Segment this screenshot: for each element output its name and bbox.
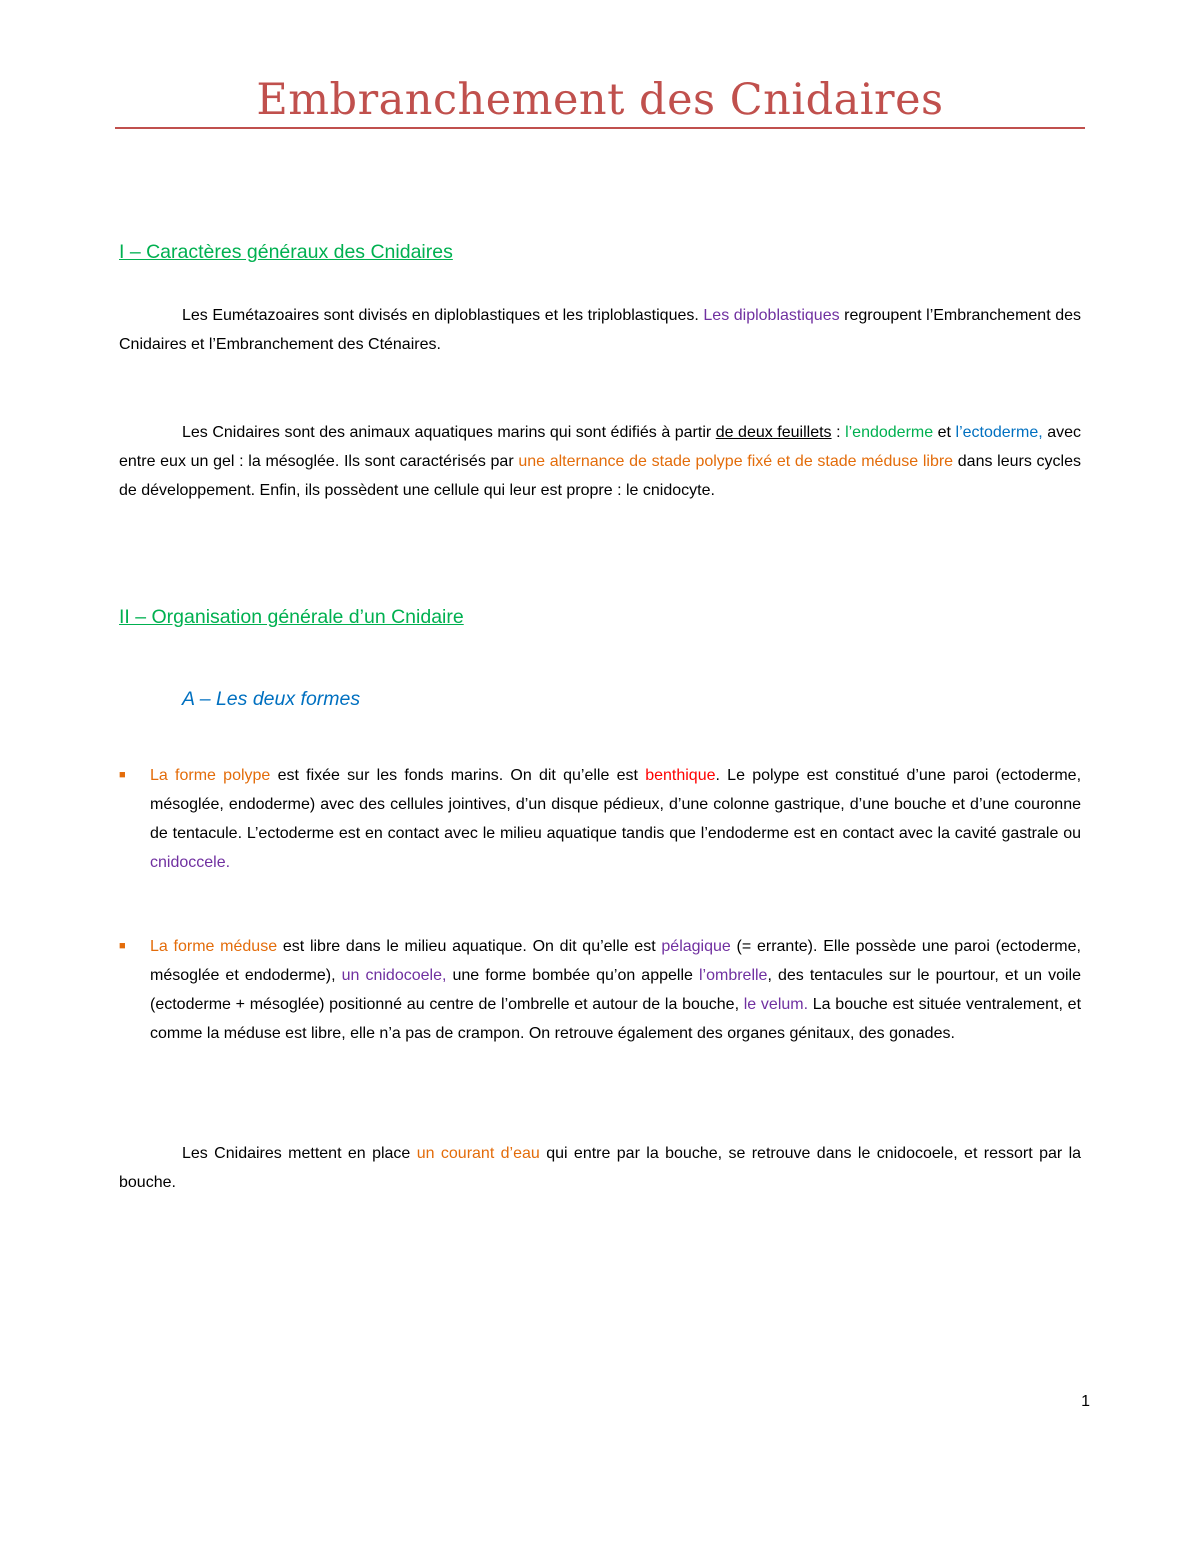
paragraph-text: qui entre par la bouche, se retrouve dans le cnidocoele, et ressort par la bouche. [119, 1145, 1082, 1191]
square-bullet-icon: ■ [119, 940, 126, 952]
paragraph-text: regroupent l’Embranchement des Cnidaires et l’Embranchement des Cténaires. [119, 307, 1081, 353]
subsection-a-heading: A – Les deux formes [182, 688, 361, 710]
bullet-text [150, 932, 1081, 1048]
square-bullet-icon: ■ [119, 769, 126, 781]
title-divider [115, 127, 1085, 129]
document-title: Embranchement des Cnidaires [256, 75, 944, 125]
paragraph-text: dans leurs cycles de développement. Enfin, ils possèdent une cellule qui leur est propre : le cnidocyte. [119, 453, 1081, 499]
term-forme-polype: La forme polype [150, 767, 271, 784]
paragraph-text: Les Cnidaires sont des animaux aquatiques marins qui sont édifiés à partir [182, 424, 716, 441]
paragraph-text: une forme bombée qu’on appelle [446, 967, 699, 984]
paragraph-text: avec entre eux un gel : la mésoglée. Ils sont caractérisés par [119, 424, 1082, 470]
paragraph-text: et [933, 424, 956, 441]
page-number: 1 [1081, 1393, 1090, 1410]
paragraph-text: : [831, 424, 846, 441]
term-diploblastiques: Les diploblastiques [703, 307, 840, 324]
term-deux-feuillets: de deux feuillets [715, 424, 832, 441]
paragraph-cnidaires-definition [119, 418, 1081, 505]
term-cnidocoele: un cnidocoele, [341, 967, 447, 984]
term-ombrelle: l’ombrelle [698, 967, 768, 984]
paragraph-text: La bouche est située ventralement, et comme la méduse est libre, elle n’a pas de crampon. On retrouve également des organes génitaux, des gonades. [150, 996, 1082, 1042]
term-courant-eau: un courant d’eau [416, 1145, 540, 1162]
section-2-heading: II – Organisation générale d’un Cnidaire [119, 606, 464, 628]
bullet-meduse [119, 932, 1081, 1048]
paragraph-text: . Le polype est constitué d’une paroi (ectoderme, mésoglée, endoderme) avec des cellules jointives, d’un disque pédieux, d’une colonne gastrique, d’une bouche et d’une couronne de tentacule. L’ectoderme est en contact avec le milieu aquatique tandis que l’endoderme est en contact avec la cavité gastrale ou [150, 767, 1082, 842]
paragraph-text: est fixée sur les fonds marins. On dit qu’elle est [270, 767, 646, 784]
term-endoderme: l’endoderme [845, 424, 934, 441]
term-cnidoccele: cnidoccele. [150, 854, 231, 871]
paragraph-courant-eau [119, 1139, 1081, 1197]
paragraph-text: Les Cnidaires mettent en place [182, 1145, 417, 1162]
term-velum: le velum. [743, 996, 809, 1013]
section-1-heading: I – Caractères généraux des Cnidaires [119, 241, 453, 263]
term-ectoderme: l’ectoderme, [955, 424, 1043, 441]
paragraph-text: Les Eumétazoaires sont divisés en diploblastiques et les triploblastiques. [182, 307, 704, 324]
paragraph-text: (= errante). Elle possède une paroi (ectoderme, mésoglée et endoderme), [150, 938, 1081, 984]
term-benthique: benthique [645, 767, 716, 784]
paragraph-text: est libre dans le milieu aquatique. On dit qu’elle est [277, 938, 662, 955]
bullet-text [150, 761, 1081, 877]
term-alternance: une alternance de stade polype fixé et de stade méduse libre [518, 453, 954, 470]
paragraph-text: , des tentacules sur le pourtour, et un voile (ectoderme + mésoglée) positionné au centre de l’ombrelle et autour de la bouche, [150, 967, 1082, 1013]
term-forme-meduse: La forme méduse [150, 938, 278, 955]
bullet-polype [119, 761, 1081, 877]
term-pelagique: pélagique [661, 938, 731, 955]
paragraph-diploblastiques [119, 301, 1081, 359]
